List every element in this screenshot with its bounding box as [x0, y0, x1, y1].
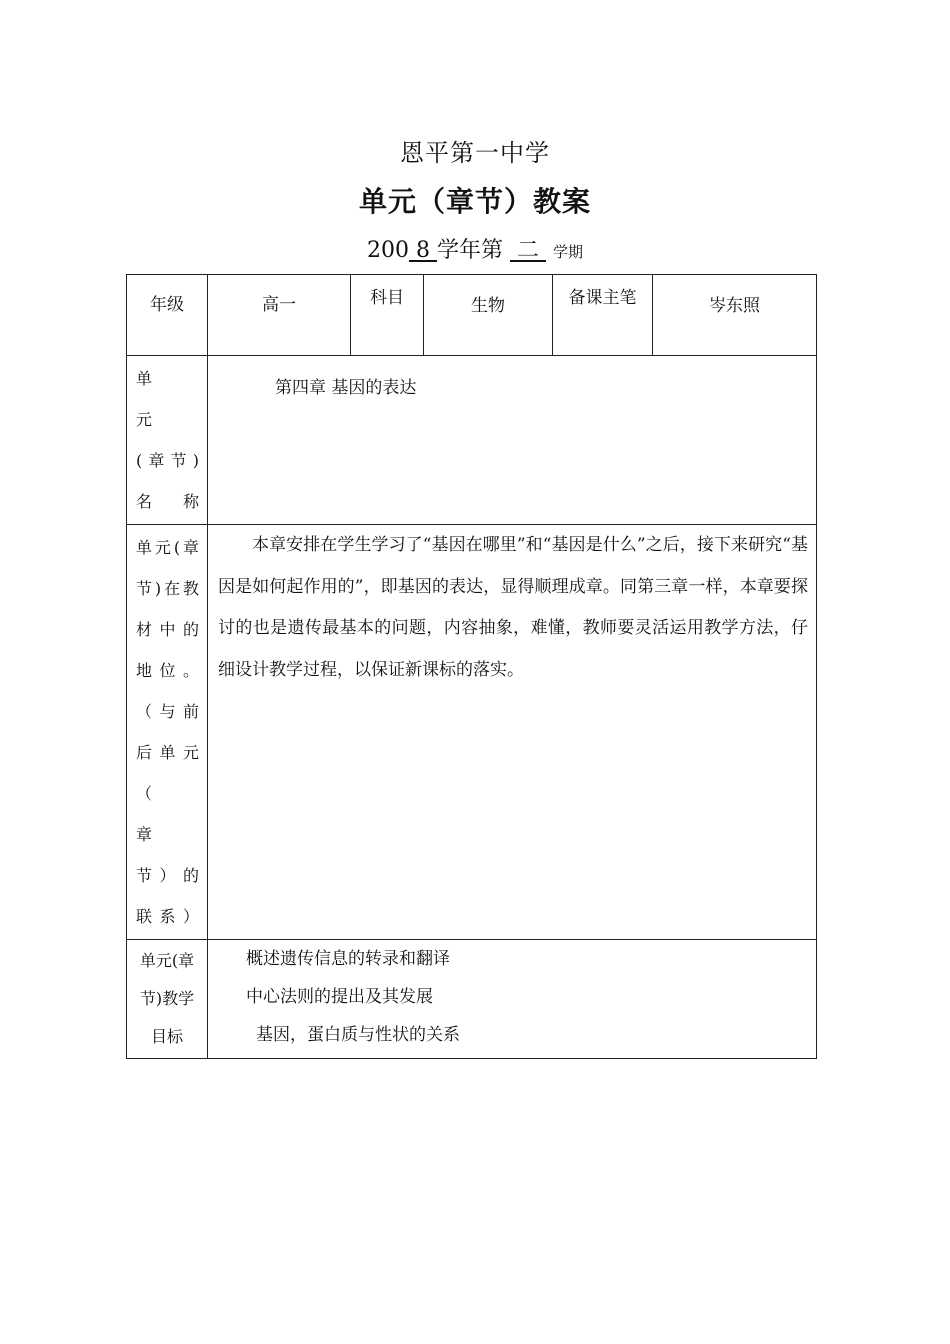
- position-text-cell: [208, 525, 817, 940]
- unit-name-label: 单 元 (章节) 名称: [127, 356, 208, 525]
- term-year-digit: 8: [415, 238, 430, 263]
- goals-list: [218, 940, 808, 1054]
- term-prefix: 200: [366, 238, 409, 263]
- info-row: [127, 275, 817, 356]
- grade-label: 年级: [127, 275, 208, 356]
- position-text: 本章安排在学生学习了“基因在哪里”和“基因是什么”之后，接下来研究“基因是如何起作用的”，即基因的表达，显得顺理成章。同第三章一样，本章要探讨的也是遗传最基本的问题，内容抽象，难懂，教师要灵活运用教学方法，仔细设计教学过程，以保证新课标的落实。: [218, 535, 808, 680]
- subject-label: 科目: [351, 275, 424, 356]
- goals-label: 单元(章 节)教学 目标: [127, 940, 208, 1059]
- goals-cell: [208, 940, 817, 1059]
- unit-name-value-cell: [208, 356, 817, 525]
- goal-item: 概述遗传信息的转录和翻译: [246, 949, 450, 969]
- term-line: [0, 233, 950, 264]
- unit-name-row: [127, 356, 817, 525]
- lesson-plan-table: [126, 274, 817, 1059]
- term-mid: 学年第: [436, 238, 503, 263]
- school-name: 恩平第一中学: [400, 139, 550, 167]
- author-label: 备课主笔: [553, 275, 653, 356]
- goal-item: 中心法则的提出及其发展: [246, 987, 433, 1007]
- document-title: 单元（章节）教案: [358, 185, 591, 218]
- term-suffix: 学期: [553, 243, 584, 261]
- goals-row: [127, 940, 817, 1059]
- position-label: 单元(章 节)在教 材中的 地位。 （与前 后单元 （ 章 节）的 联系）: [127, 525, 208, 940]
- author-value: 岑东照: [653, 275, 817, 356]
- unit-name-value: 第四章 基因的表达: [275, 378, 417, 398]
- position-row: [127, 525, 817, 940]
- term-number: 二: [516, 238, 539, 263]
- subject-value: 生物: [424, 275, 553, 356]
- grade-value: 高一: [208, 275, 351, 356]
- goal-item: 基因，蛋白质与性状的关系: [256, 1025, 460, 1045]
